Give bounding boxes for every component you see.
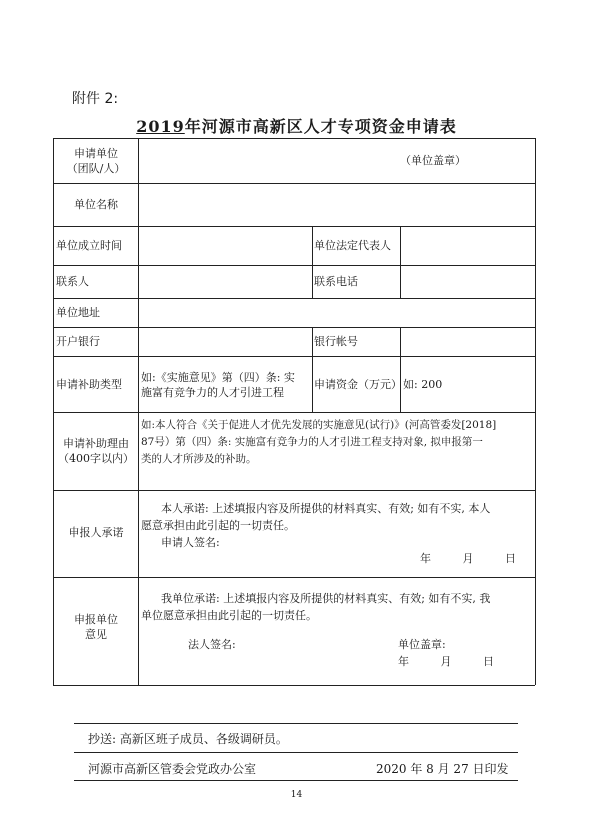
pledge-date: 年 月 日 bbox=[420, 552, 516, 565]
cc-line: 抄送: 高新区班子成员、各级调研员。 bbox=[88, 732, 288, 746]
opinion-label-line1: 申报单位 bbox=[74, 613, 118, 626]
applicant-unit-label-line2: （团队/人） bbox=[66, 162, 126, 175]
legal-rep-label: 单位法定代表人 bbox=[314, 239, 391, 252]
table-line bbox=[53, 226, 535, 227]
table-line bbox=[400, 226, 401, 298]
founding-time-field[interactable] bbox=[140, 228, 310, 263]
table-line bbox=[53, 412, 535, 413]
unit-name-field[interactable] bbox=[140, 186, 534, 224]
table-line bbox=[312, 226, 313, 298]
reason-value[interactable] bbox=[141, 417, 533, 468]
phone-label: 联系电话 bbox=[314, 275, 358, 288]
table-line bbox=[53, 183, 535, 184]
reason-label-line2: （400字以内） bbox=[58, 452, 134, 465]
table-line bbox=[53, 490, 535, 491]
subsidy-type-value[interactable] bbox=[141, 370, 311, 400]
reason-label bbox=[54, 436, 138, 466]
subsidy-type-label: 申请补助类型 bbox=[56, 378, 122, 391]
table-line bbox=[53, 577, 535, 578]
table-line bbox=[53, 138, 535, 139]
subsidy-type-line1: 如:《实施意见》第（四）条: 实 bbox=[141, 371, 295, 384]
address-label: 单位地址 bbox=[56, 306, 100, 319]
title-text: 年河源市高新区人才专项资金申请表 bbox=[184, 117, 457, 136]
bank-label: 开户银行 bbox=[56, 335, 100, 348]
opinion-text bbox=[141, 590, 533, 624]
unit-name-label: 单位名称 bbox=[74, 198, 118, 211]
table-line bbox=[312, 327, 313, 412]
reason-line2: 87号）第（四）条: 实施富有竞争力的人才引进工程支持对象, 拟申报第一 bbox=[141, 436, 483, 448]
bank-field[interactable] bbox=[140, 329, 310, 354]
attachment-label: 附件 2: bbox=[72, 91, 119, 107]
table-line bbox=[535, 138, 536, 685]
founding-time-label: 单位成立时间 bbox=[56, 239, 122, 252]
funds-value[interactable]: 如: 200 bbox=[403, 378, 443, 391]
opinion-line1: 我单位承诺: 上述填报内容及所提供的材料真实、有效; 如有不实, 我 bbox=[161, 592, 491, 605]
footer-divider-top bbox=[74, 723, 518, 724]
table-line bbox=[53, 685, 535, 686]
address-field[interactable] bbox=[140, 300, 534, 325]
funds-label: 申请资金（万元） bbox=[314, 378, 402, 391]
pledge-label: 申报人承诺 bbox=[68, 526, 124, 539]
table-line bbox=[53, 327, 535, 328]
reason-line3: 类的人才所涉及的补助。 bbox=[141, 453, 257, 465]
applicant-unit-label-line1: 申请单位 bbox=[74, 147, 118, 160]
legal-rep-field[interactable] bbox=[402, 228, 533, 263]
contact-label: 联系人 bbox=[56, 275, 89, 288]
account-field[interactable] bbox=[402, 329, 533, 354]
page-number: 14 bbox=[290, 790, 303, 800]
table-line bbox=[53, 138, 54, 685]
footer-divider-middle bbox=[74, 752, 518, 753]
subsidy-type-line2: 施富有竞争力的人才引进工程 bbox=[141, 386, 284, 399]
opinion-line2: 单位愿意承担由此引起的一切责任。 bbox=[141, 609, 317, 622]
issuer: 河源市高新区管委会党政办公室 bbox=[88, 762, 257, 776]
legal-person-sign-label: 法人签名: bbox=[188, 638, 236, 651]
footer-divider-bottom bbox=[74, 780, 518, 781]
opinion-label bbox=[54, 612, 138, 642]
applicant-unit-label bbox=[54, 146, 138, 176]
form-title bbox=[0, 114, 593, 137]
opinion-date: 年 月 日 bbox=[398, 655, 494, 668]
account-label: 银行帐号 bbox=[314, 335, 358, 348]
pledge-sign-label: 申请人签名: bbox=[161, 536, 220, 549]
pledge-text bbox=[141, 500, 533, 551]
unit-seal-label: 单位盖章: bbox=[398, 638, 446, 651]
table-line bbox=[53, 265, 535, 266]
table-line bbox=[53, 298, 535, 299]
contact-field[interactable] bbox=[140, 267, 310, 296]
table-line bbox=[400, 327, 401, 412]
pledge-line2: 愿意承担由此引起的一切责任。 bbox=[141, 519, 295, 532]
pledge-line1: 本人承诺: 上述填报内容及所提供的材料真实、有效; 如有不实, 本人 bbox=[161, 502, 491, 515]
table-line bbox=[53, 356, 535, 357]
reason-label-line1: 申请补助理由 bbox=[63, 437, 129, 450]
unit-seal-hint: （单位盖章） bbox=[400, 154, 466, 167]
phone-field[interactable] bbox=[402, 267, 533, 296]
opinion-label-line2: 意见 bbox=[85, 628, 107, 641]
reason-line1: 如:本人符合《关于促进人才优先发展的实施意见(试行)》(河高管委发[2018] bbox=[141, 419, 497, 431]
title-year: 2019 bbox=[136, 117, 185, 136]
table-line bbox=[138, 138, 139, 685]
issue-date: 2020 年 8 月 27 日印发 bbox=[376, 762, 509, 776]
